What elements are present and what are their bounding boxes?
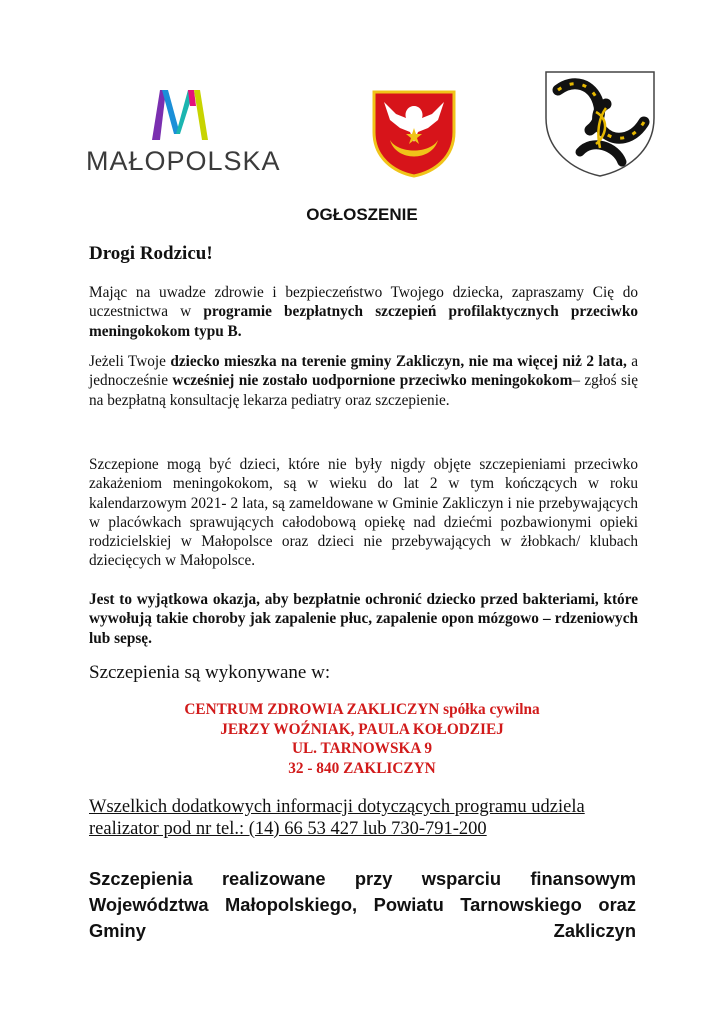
eligibility-text-3: – zgłoś się na bezpłatną konsultację lekarza pediatry oraz szczepienie. — [89, 372, 638, 409]
clinic-owners: JERZY WOŹNIAK, PAULA KOŁODZIEJ — [220, 720, 504, 738]
clinic-name: CENTRUM ZDROWIA ZAKLICZYN spółka cywilna — [184, 701, 540, 718]
intro-paragraph — [89, 283, 638, 341]
eligibility-paragraph — [89, 352, 638, 410]
announcement-heading: OGŁOSZENIE — [306, 205, 418, 224]
eligibility-text-2: a jednocześnie — [89, 353, 638, 390]
horns-coat-of-arms-icon — [540, 68, 660, 178]
intro-text: Mając na uwadze zdrowie i bezpieczeństwo Twojego dziecka, zapraszamy Cię do uczestnictwa w — [89, 284, 638, 321]
eagle-coat-of-arms-icon — [370, 88, 458, 178]
malopolska-wordmark: MAŁOPOLSKA — [86, 146, 281, 176]
eligibility-text-1: Jeżeli Twoje — [89, 353, 171, 370]
greeting: Drogi Rodzicu! — [89, 243, 213, 264]
logo-row — [0, 60, 724, 190]
contact-info: Wszelkich dodatkowych informacji dotyczących programu udziela realizator pod nr tel.: (14) 66 53 427 lub 730-791-200 — [89, 797, 585, 839]
conditions-paragraph: Szczepione mogą być dzieci, które nie były nigdy objęte szczepieniami przeciwko zakażeniom meningokokom, są w wieku do lat 2 w tym kończących w roku kalendarzowym 2021- 2 lata, są zameldowane w Gminie Zakliczyn i nie przebywających w placówkach sprawujących całodobową opiekę nad dziećmi pozbawionymi opieki rodzicielskiej w Małopolsce oraz dzieci nie przebywających w żłobkach/ klubach dziecięcych w Małopolsce. — [89, 456, 638, 570]
funding-support-note: Szczepienia realizowane przy wsparciu finansowym Województwa Małopolskiego, Powiatu Tarnowskiego oraz Gminy Zakliczyn — [89, 868, 636, 941]
opportunity-paragraph: Jest to wyjątkowa okazja, aby bezpłatnie ochronić dziecko przed bakteriami, które wywołują takie choroby jak zapalenie płuc, zapalenie opon mózgowo – rdzeniowych lub sepsę. — [89, 591, 638, 647]
clinic-street: UL. TARNOWSKA 9 — [291, 740, 433, 757]
malopolska-m-icon — [150, 86, 216, 142]
eligibility-highlight-1: dziecko mieszka na terenie gminy Zakliczyn, nie ma więcej niż 2 lata, — [170, 353, 627, 370]
eligibility-highlight-2: wcześniej nie zostało uodpornione przeciwko meningokokom — [172, 372, 573, 390]
clinic-address — [0, 700, 724, 778]
intro-program-highlight: programie bezpłatnych szczepień profilaktycznych przeciwko meningokokom typu B. — [89, 303, 638, 340]
malopolska-logo — [86, 86, 281, 186]
clinic-postcode-city: 32 - 840 ZAKLICZYN — [288, 759, 436, 777]
vaccination-place-label: Szczepienia są wykonywane w: — [89, 662, 331, 683]
